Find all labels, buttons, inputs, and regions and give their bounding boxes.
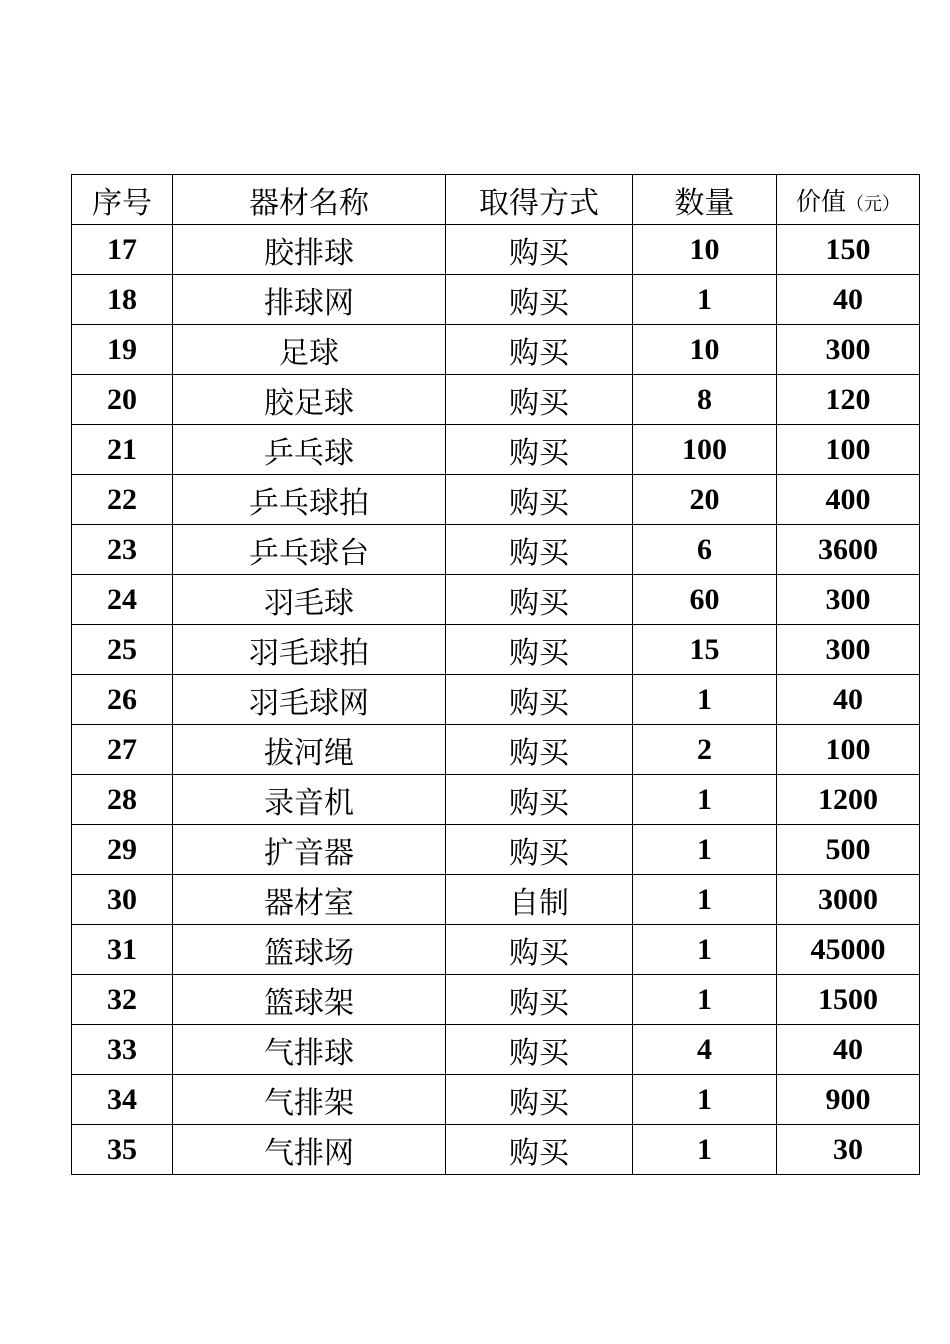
cell-method: 购买 bbox=[446, 1075, 633, 1125]
cell-name: 羽毛球网 bbox=[173, 675, 446, 725]
cell-quantity: 20 bbox=[633, 475, 777, 525]
cell-quantity: 1 bbox=[633, 775, 777, 825]
cell-name: 羽毛球拍 bbox=[173, 625, 446, 675]
table-row bbox=[72, 875, 920, 925]
cell-quantity: 15 bbox=[633, 625, 777, 675]
header-value-unit: （元） bbox=[846, 193, 900, 215]
table-row bbox=[72, 425, 920, 475]
cell-value: 300 bbox=[777, 575, 920, 625]
cell-seq: 25 bbox=[72, 625, 173, 675]
cell-quantity: 1 bbox=[633, 275, 777, 325]
cell-seq: 35 bbox=[72, 1125, 173, 1175]
cell-value: 900 bbox=[777, 1075, 920, 1125]
cell-quantity: 1 bbox=[633, 925, 777, 975]
cell-seq: 29 bbox=[72, 825, 173, 875]
cell-method: 购买 bbox=[446, 425, 633, 475]
cell-method: 购买 bbox=[446, 625, 633, 675]
cell-value: 500 bbox=[777, 825, 920, 875]
cell-seq: 34 bbox=[72, 1075, 173, 1125]
cell-name: 气排球 bbox=[173, 1025, 446, 1075]
cell-method: 购买 bbox=[446, 475, 633, 525]
cell-name: 篮球架 bbox=[173, 975, 446, 1025]
cell-quantity: 1 bbox=[633, 975, 777, 1025]
cell-name: 乒乓球拍 bbox=[173, 475, 446, 525]
cell-quantity: 1 bbox=[633, 675, 777, 725]
table-row bbox=[72, 625, 920, 675]
cell-value: 40 bbox=[777, 675, 920, 725]
cell-method: 购买 bbox=[446, 975, 633, 1025]
cell-name: 扩音器 bbox=[173, 825, 446, 875]
cell-seq: 22 bbox=[72, 475, 173, 525]
cell-method: 购买 bbox=[446, 575, 633, 625]
cell-quantity: 1 bbox=[633, 1125, 777, 1175]
cell-quantity: 10 bbox=[633, 325, 777, 375]
cell-quantity: 10 bbox=[633, 225, 777, 275]
table-row bbox=[72, 775, 920, 825]
table-row bbox=[72, 1025, 920, 1075]
cell-seq: 28 bbox=[72, 775, 173, 825]
cell-method: 购买 bbox=[446, 275, 633, 325]
cell-method: 购买 bbox=[446, 775, 633, 825]
cell-quantity: 100 bbox=[633, 425, 777, 475]
cell-name: 羽毛球 bbox=[173, 575, 446, 625]
table-row bbox=[72, 925, 920, 975]
header-seq: 序号 bbox=[72, 175, 173, 225]
cell-name: 气排网 bbox=[173, 1125, 446, 1175]
cell-value: 30 bbox=[777, 1125, 920, 1175]
table-row bbox=[72, 1075, 920, 1125]
cell-value: 45000 bbox=[777, 925, 920, 975]
header-name: 器材名称 bbox=[173, 175, 446, 225]
cell-quantity: 6 bbox=[633, 525, 777, 575]
cell-quantity: 1 bbox=[633, 1075, 777, 1125]
cell-quantity: 4 bbox=[633, 1025, 777, 1075]
cell-seq: 31 bbox=[72, 925, 173, 975]
cell-method: 购买 bbox=[446, 1125, 633, 1175]
cell-seq: 27 bbox=[72, 725, 173, 775]
cell-method: 购买 bbox=[446, 1025, 633, 1075]
table-row bbox=[72, 975, 920, 1025]
table-body bbox=[72, 225, 920, 1175]
cell-value: 120 bbox=[777, 375, 920, 425]
cell-quantity: 8 bbox=[633, 375, 777, 425]
cell-name: 器材室 bbox=[173, 875, 446, 925]
cell-name: 拔河绳 bbox=[173, 725, 446, 775]
cell-value: 300 bbox=[777, 625, 920, 675]
cell-method: 购买 bbox=[446, 925, 633, 975]
cell-name: 气排架 bbox=[173, 1075, 446, 1125]
cell-method: 购买 bbox=[446, 325, 633, 375]
cell-quantity: 1 bbox=[633, 875, 777, 925]
cell-method: 自制 bbox=[446, 875, 633, 925]
cell-value: 40 bbox=[777, 275, 920, 325]
table-row bbox=[72, 525, 920, 575]
cell-value: 400 bbox=[777, 475, 920, 525]
cell-method: 购买 bbox=[446, 675, 633, 725]
header-value-label: 价值 bbox=[795, 186, 846, 216]
table-row bbox=[72, 725, 920, 775]
cell-name: 足球 bbox=[173, 325, 446, 375]
table-header-row bbox=[72, 175, 920, 225]
cell-name: 录音机 bbox=[173, 775, 446, 825]
cell-value: 150 bbox=[777, 225, 920, 275]
table-row bbox=[72, 1125, 920, 1175]
cell-seq: 21 bbox=[72, 425, 173, 475]
cell-seq: 33 bbox=[72, 1025, 173, 1075]
header-value bbox=[777, 175, 920, 225]
cell-name: 篮球场 bbox=[173, 925, 446, 975]
cell-value: 40 bbox=[777, 1025, 920, 1075]
cell-name: 乒乓球 bbox=[173, 425, 446, 475]
cell-method: 购买 bbox=[446, 225, 633, 275]
table-row bbox=[72, 575, 920, 625]
cell-name: 胶排球 bbox=[173, 225, 446, 275]
cell-name: 排球网 bbox=[173, 275, 446, 325]
cell-value: 1200 bbox=[777, 775, 920, 825]
cell-seq: 18 bbox=[72, 275, 173, 325]
cell-seq: 32 bbox=[72, 975, 173, 1025]
cell-method: 购买 bbox=[446, 525, 633, 575]
cell-quantity: 1 bbox=[633, 825, 777, 875]
cell-value: 100 bbox=[777, 425, 920, 475]
cell-seq: 19 bbox=[72, 325, 173, 375]
table-row bbox=[72, 675, 920, 725]
cell-seq: 26 bbox=[72, 675, 173, 725]
table-row bbox=[72, 325, 920, 375]
cell-seq: 24 bbox=[72, 575, 173, 625]
cell-seq: 23 bbox=[72, 525, 173, 575]
table-row bbox=[72, 825, 920, 875]
table-row bbox=[72, 275, 920, 325]
header-method: 取得方式 bbox=[446, 175, 633, 225]
equipment-table bbox=[71, 174, 920, 1175]
table-row bbox=[72, 375, 920, 425]
cell-method: 购买 bbox=[446, 725, 633, 775]
cell-method: 购买 bbox=[446, 375, 633, 425]
cell-value: 1500 bbox=[777, 975, 920, 1025]
cell-seq: 30 bbox=[72, 875, 173, 925]
cell-name: 胶足球 bbox=[173, 375, 446, 425]
cell-seq: 17 bbox=[72, 225, 173, 275]
cell-quantity: 60 bbox=[633, 575, 777, 625]
cell-value: 100 bbox=[777, 725, 920, 775]
cell-seq: 20 bbox=[72, 375, 173, 425]
header-quantity: 数量 bbox=[633, 175, 777, 225]
table-row bbox=[72, 475, 920, 525]
cell-name: 乒乓球台 bbox=[173, 525, 446, 575]
cell-value: 3000 bbox=[777, 875, 920, 925]
cell-value: 300 bbox=[777, 325, 920, 375]
table-row bbox=[72, 225, 920, 275]
cell-method: 购买 bbox=[446, 825, 633, 875]
cell-quantity: 2 bbox=[633, 725, 777, 775]
cell-value: 3600 bbox=[777, 525, 920, 575]
